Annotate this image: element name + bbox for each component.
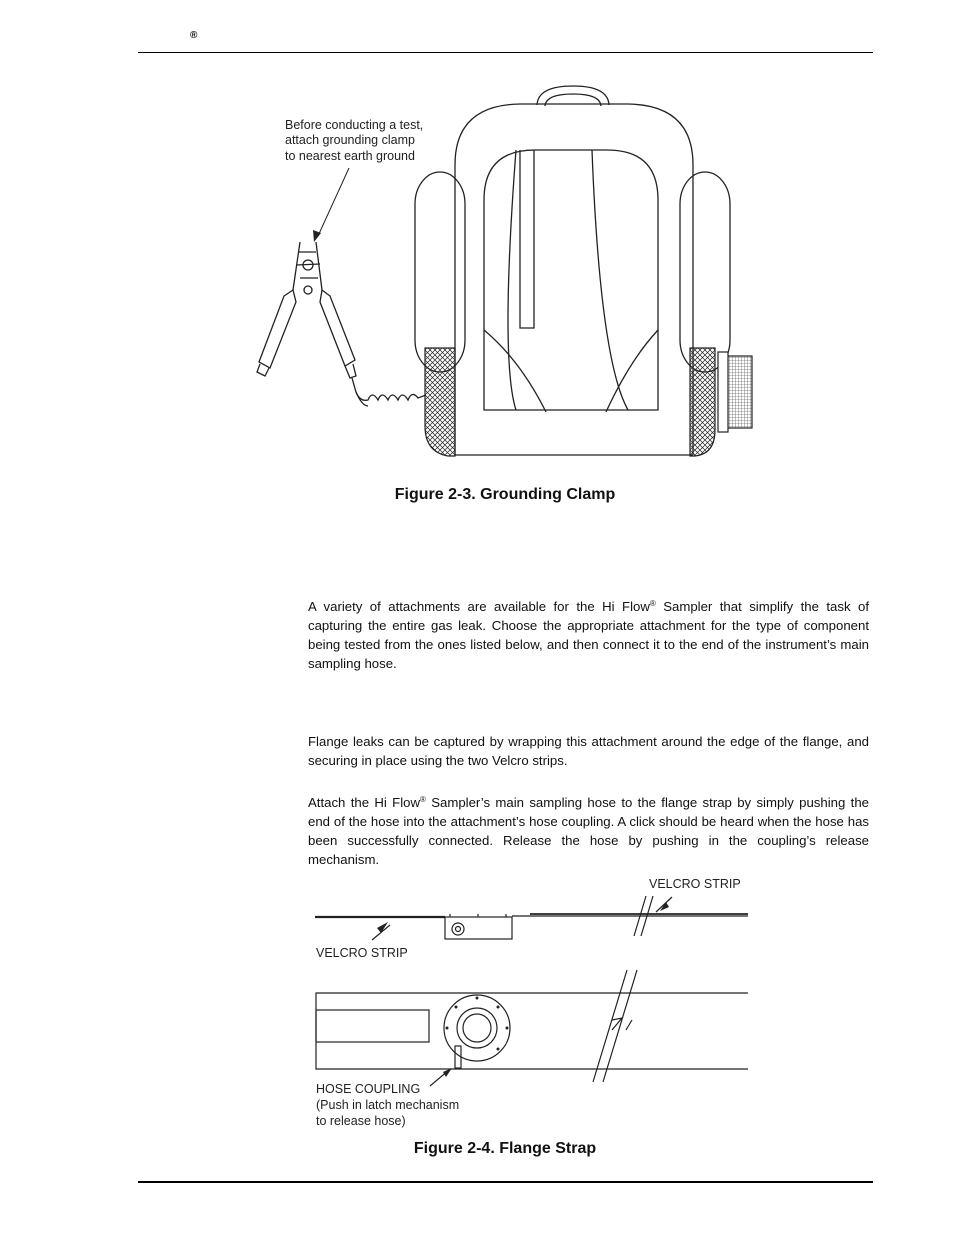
paragraph-flange-leaks: Flange leaks can be captured by wrapping this attachment around the edge of the flange, and securing in place using the two Velcro strips. [308,734,869,768]
paragraph-attach-hose [308,790,869,869]
footer-rule [138,1181,873,1183]
velcro-strip-label-left: VELCRO STRIP [316,946,408,960]
hose-coupling-label-2: (Push in latch mechanism [316,1098,460,1112]
para1-text-b: Sampler that simplify the task of capturing the entire gas leak. Choose the appropriate attachment for the type of component being tested from the ones listed below, and then connect it to the end of the instrument’s main sampling hose. [308,599,869,671]
callout-line-2: attach grounding clamp [285,133,415,147]
para1-text-a: A variety of attachments are available for the Hi Flow [308,599,650,614]
header-registered-mark: ® [190,30,198,41]
grounding-clamp [257,242,426,406]
callout-line-1: Before conducting a test, [285,118,424,132]
para3-text-b: Sampler’s main sampling hose to the flange strap by simply pushing the end of the hose into the attachment’s hose coupling. A click should be heard when the hose has been successfully connected. Release the hose by pushing in the coupling’s release mechanism. [308,795,869,867]
para1-registered: ® [649,599,656,608]
figure-2-4-caption: Figure 2-4. Flange Strap [413,1140,597,1157]
header-rule [138,52,873,53]
grounding-clamp-figure [240,80,780,465]
hose-coupling-label-1: HOSE COUPLING [316,1082,421,1096]
para3-text-a: Attach the Hi Flow [308,795,420,810]
hose-coupling-label-3: to release hose) [316,1114,406,1128]
figure-2-3-caption: Figure 2-3. Grounding Clamp [394,486,616,503]
backpack-drawing [415,86,730,455]
para3-registered: ® [419,795,426,804]
callout-line-3: to nearest earth ground [285,149,415,163]
paragraph-attachments [308,594,869,673]
flange-strap-figure [300,870,770,1135]
velcro-strip-label-right: VELCRO STRIP [649,877,741,891]
